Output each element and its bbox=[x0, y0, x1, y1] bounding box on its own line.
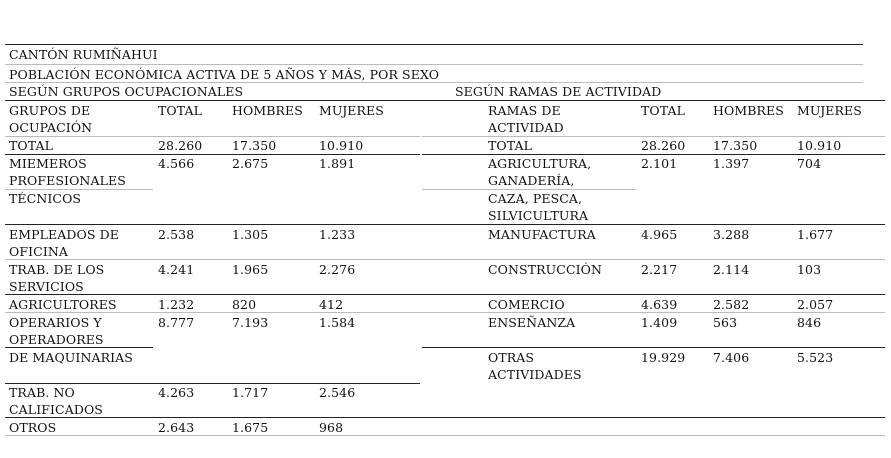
row-label: TRAB. NO bbox=[9, 385, 75, 400]
cell-women: 704 bbox=[797, 156, 822, 171]
cell-men: 7.193 bbox=[232, 315, 269, 330]
cell-men: 17.350 bbox=[713, 138, 758, 153]
row-label: TOTAL bbox=[9, 138, 54, 153]
row-label: TRAB. DE LOS bbox=[9, 262, 105, 277]
left-col-women: MUJERES bbox=[319, 103, 384, 118]
row-label: DE MAQUINARIAS bbox=[9, 350, 133, 365]
row-label-cont: ACTIVIDADES bbox=[488, 367, 582, 382]
right-col-total: TOTAL bbox=[641, 103, 686, 118]
left-col-men: HOMBRES bbox=[232, 103, 303, 118]
left-col-group-line1: GRUPOS DE bbox=[9, 103, 91, 118]
cell-men: 2.582 bbox=[713, 297, 750, 312]
cell-total: 2.643 bbox=[158, 420, 195, 435]
cell-women: 1.677 bbox=[797, 227, 834, 242]
cell-total: 28.260 bbox=[158, 138, 203, 153]
cell-women: 10.910 bbox=[797, 138, 842, 153]
row-rule bbox=[5, 347, 153, 348]
right-col-branch-line1: RAMAS DE bbox=[488, 103, 561, 118]
cell-total: 4.263 bbox=[158, 385, 195, 400]
cell-total: 8.777 bbox=[158, 315, 195, 330]
row-label: MANUFACTURA bbox=[488, 227, 596, 242]
row-divider bbox=[5, 312, 885, 313]
cell-women: 103 bbox=[797, 262, 822, 277]
cell-men: 820 bbox=[232, 297, 257, 312]
right-col-men: HOMBRES bbox=[713, 103, 784, 118]
row-label-cont: PROFESIONALES bbox=[9, 173, 126, 188]
row-label-cont: OFICINA bbox=[9, 244, 69, 259]
row-rule bbox=[5, 417, 885, 418]
cell-women: 412 bbox=[319, 297, 344, 312]
cell-men: 2.675 bbox=[232, 156, 269, 171]
cell-women: 2.276 bbox=[319, 262, 356, 277]
cell-men: 1.397 bbox=[713, 156, 750, 171]
left-section-heading: SEGÚN GRUPOS OCUPACIONALES bbox=[9, 84, 244, 99]
row-label: OPERARIOS Y bbox=[9, 315, 102, 330]
row-divider bbox=[422, 189, 636, 190]
row-label-cont: OPERADORES bbox=[9, 332, 104, 347]
cell-total: 4.965 bbox=[641, 227, 678, 242]
cell-men: 17.350 bbox=[232, 138, 277, 153]
right-col-women: MUJERES bbox=[797, 103, 862, 118]
cell-total: 4.639 bbox=[641, 297, 678, 312]
cell-women: 2.057 bbox=[797, 297, 834, 312]
page-subtitle: POBLACIÓN ECONÓMICA ACTIVA DE 5 AÑOS Y MÁS, POR SEXO bbox=[9, 67, 440, 82]
cell-women: 1.233 bbox=[319, 227, 356, 242]
row-label: OTRAS bbox=[488, 350, 535, 365]
cell-men: 1.675 bbox=[232, 420, 269, 435]
row-label-cont: CALIFICADOS bbox=[9, 402, 103, 417]
title-divider bbox=[5, 64, 863, 65]
right-section-heading: SEGÚN RAMAS DE ACTIVIDAD bbox=[455, 84, 662, 99]
cell-women: 1.584 bbox=[319, 315, 356, 330]
cell-total: 2.217 bbox=[641, 262, 678, 277]
row-label: OTROS bbox=[9, 420, 57, 435]
cell-men: 3.288 bbox=[713, 227, 750, 242]
cell-men: 2.114 bbox=[713, 262, 750, 277]
cell-total: 1.232 bbox=[158, 297, 195, 312]
cell-total: 1.409 bbox=[641, 315, 678, 330]
cell-women: 968 bbox=[319, 420, 344, 435]
cell-women: 846 bbox=[797, 315, 822, 330]
row-label: MIEMEROS bbox=[9, 156, 87, 171]
page-title: CANTÓN RUMIÑAHUI bbox=[9, 47, 158, 62]
row-label: EMPLEADOS DE bbox=[9, 227, 119, 242]
left-col-group-line2: OCUPACIÓN bbox=[9, 120, 93, 135]
cell-total: 2.538 bbox=[158, 227, 195, 242]
cell-total: 19.929 bbox=[641, 350, 686, 365]
row-label-cont: SILVICULTURA bbox=[488, 208, 589, 223]
cell-total: 28.260 bbox=[641, 138, 686, 153]
row-label: COMERCIO bbox=[488, 297, 565, 312]
cell-total: 4.566 bbox=[158, 156, 195, 171]
row-label-cont: CAZA, PESCA, bbox=[488, 191, 583, 206]
cell-men: 1.305 bbox=[232, 227, 269, 242]
row-label-cont: GANADERÍA, bbox=[488, 173, 575, 188]
row-label: AGRICULTURA, bbox=[488, 156, 592, 171]
row-label: TOTAL bbox=[488, 138, 533, 153]
row-label: AGRICULTORES bbox=[9, 297, 117, 312]
row-label: TÉCNICOS bbox=[9, 191, 82, 206]
row-rule bbox=[5, 294, 885, 295]
left-col-total: TOTAL bbox=[158, 103, 203, 118]
row-label: CONSTRUCCIÓN bbox=[488, 262, 603, 277]
row-label-cont: SERVICIOS bbox=[9, 279, 84, 294]
heading-rule bbox=[5, 100, 885, 101]
row-divider bbox=[5, 259, 885, 260]
cell-total: 4.241 bbox=[158, 262, 195, 277]
bottom-rule bbox=[5, 435, 885, 436]
row-rule bbox=[5, 224, 885, 225]
cell-women: 2.546 bbox=[319, 385, 356, 400]
cell-women: 1.891 bbox=[319, 156, 356, 171]
cell-women: 10.910 bbox=[319, 138, 364, 153]
cell-men: 1.717 bbox=[232, 385, 269, 400]
cell-men: 1.965 bbox=[232, 262, 269, 277]
right-col-branch-line2: ACTIVIDAD bbox=[488, 120, 564, 135]
cell-women: 5.523 bbox=[797, 350, 834, 365]
row-label: ENSEÑANZA bbox=[488, 315, 576, 330]
top-rule bbox=[5, 44, 863, 45]
cell-total: 2.101 bbox=[641, 156, 678, 171]
row-rule bbox=[422, 347, 885, 348]
cell-men: 7.406 bbox=[713, 350, 750, 365]
cell-men: 563 bbox=[713, 315, 738, 330]
